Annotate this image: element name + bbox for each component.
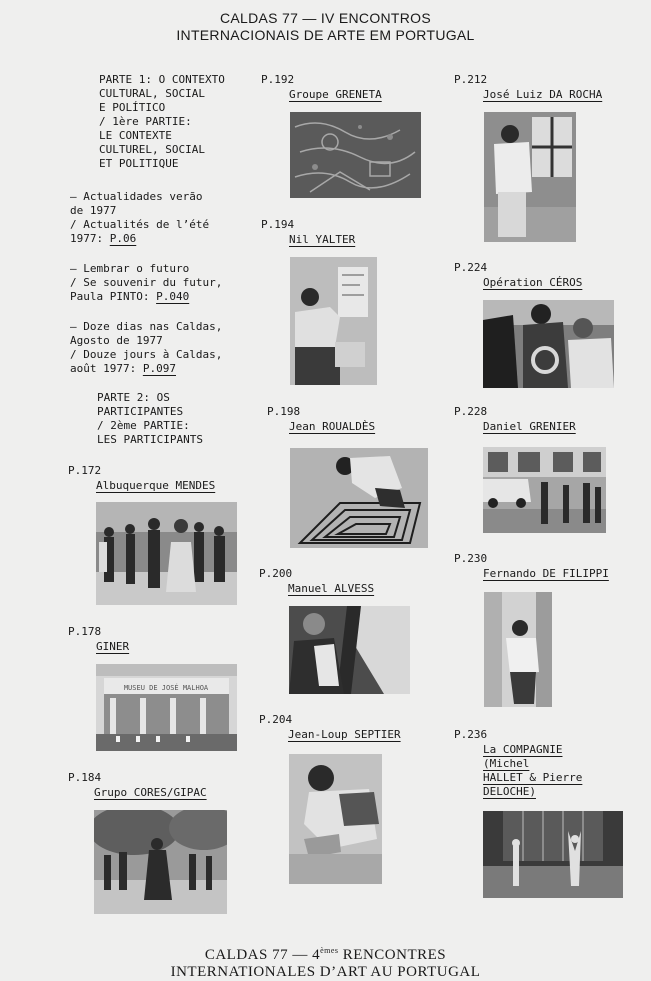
entry-page-number: P.194	[261, 218, 295, 231]
artist-photo	[289, 606, 410, 694]
part-1-heading: PARTE 1: O CONTEXTO CULTURAL, SOCIAL E POLÍTICO / 1ère PARTIE: LE CONTEXTE CULTUREL, SOCIAL ET POLITIQUE	[99, 73, 225, 170]
entry-page-number: P.204	[259, 713, 293, 726]
contents-item-page-link[interactable]: P.040	[156, 290, 190, 303]
artist-photo	[483, 811, 623, 898]
contents-item-text: – Lembrar o futuro / Se souvenir du futur, Paula PINTO:	[70, 262, 223, 303]
entry-artist-link[interactable]: Opération CÉROS	[483, 276, 583, 289]
entry-artist-link[interactable]: GINER	[96, 640, 130, 653]
artist-photo	[96, 664, 237, 751]
contents-item-page-link[interactable]: P.06	[109, 232, 137, 245]
entry-page-number: P.184	[68, 771, 102, 784]
artist-photo	[484, 592, 552, 707]
entry-page-number: P.200	[259, 567, 293, 580]
title-line-1: CALDAS 77 — IV ENCONTROS	[219, 10, 432, 26]
artist-photo	[96, 502, 237, 605]
artist-photo	[290, 112, 421, 198]
entry-page-number: P.192	[261, 73, 295, 86]
artist-photo	[94, 810, 227, 914]
document-footer	[0, 942, 651, 981]
entry-page-number: P.198	[267, 405, 301, 418]
artist-photo	[290, 448, 428, 548]
artist-photo	[483, 300, 614, 388]
part-2-heading: PARTE 2: OS PARTICIPANTES / 2ème PARTIE: LES PARTICIPANTS	[97, 391, 203, 446]
contents-item-actualidades	[70, 190, 209, 246]
artist-photo	[484, 112, 576, 242]
contents-item-lembrar	[70, 262, 222, 304]
document-title	[0, 10, 651, 44]
entry-artist-link[interactable]: Albuquerque MENDES	[96, 479, 216, 492]
entry-artist-link[interactable]: José Luiz DA ROCHA	[483, 88, 603, 101]
entry-page-number: P.212	[454, 73, 488, 86]
footer-line-1: CALDAS 77 — 4èmes RENCONTRES	[204, 946, 447, 963]
contents-item-text: – Doze dias nas Caldas, Agosto de 1977 / Douze jours à Caldas, août 1977:	[70, 320, 223, 375]
entry-artist-link[interactable]: Groupe GRENETA	[289, 88, 382, 101]
artist-photo	[289, 754, 382, 884]
entry-artist-link[interactable]: Jean-Loup SEPTIER	[288, 728, 401, 741]
entry-page-number: P.236	[454, 728, 488, 741]
entry-artist-link[interactable]: Nil YALTER	[289, 233, 356, 246]
entry-artist-link[interactable]: Daniel GRENIER	[483, 420, 576, 433]
entry-artist-link[interactable]: La COMPAGNIE (Michel HALLET & Pierre DELOCHE)	[483, 743, 583, 798]
entry-artist-link[interactable]: Jean ROUALDÈS	[289, 420, 376, 433]
artist-photo	[290, 257, 377, 385]
contents-item-page-link[interactable]: P.097	[142, 362, 176, 375]
entry-artist-link[interactable]: Manuel ALVESS	[288, 582, 375, 595]
museum-sign-text: MUSEU DE JOSÉ MALHOA	[123, 684, 209, 692]
entry-artist-link[interactable]: Grupo CORES/GIPAC	[94, 786, 207, 799]
entry-page-number: P.172	[68, 464, 102, 477]
title-line-2: INTERNACIONAIS DE ARTE EM PORTUGAL	[176, 27, 475, 43]
contents-item-text: – Actualidades verão de 1977 / Actualités de l’été 1977:	[70, 190, 210, 245]
contents-item-doze-dias	[70, 320, 222, 376]
artist-photo	[483, 447, 606, 533]
entry-page-number: P.178	[68, 625, 102, 638]
entry-page-number: P.230	[454, 552, 488, 565]
entry-page-number: P.228	[454, 405, 488, 418]
entry-artist-link[interactable]: Fernando DE FILIPPI	[483, 567, 609, 580]
entry-page-number: P.224	[454, 261, 488, 274]
footer-line-2: INTERNATIONALES D’ART AU PORTUGAL	[170, 964, 481, 980]
